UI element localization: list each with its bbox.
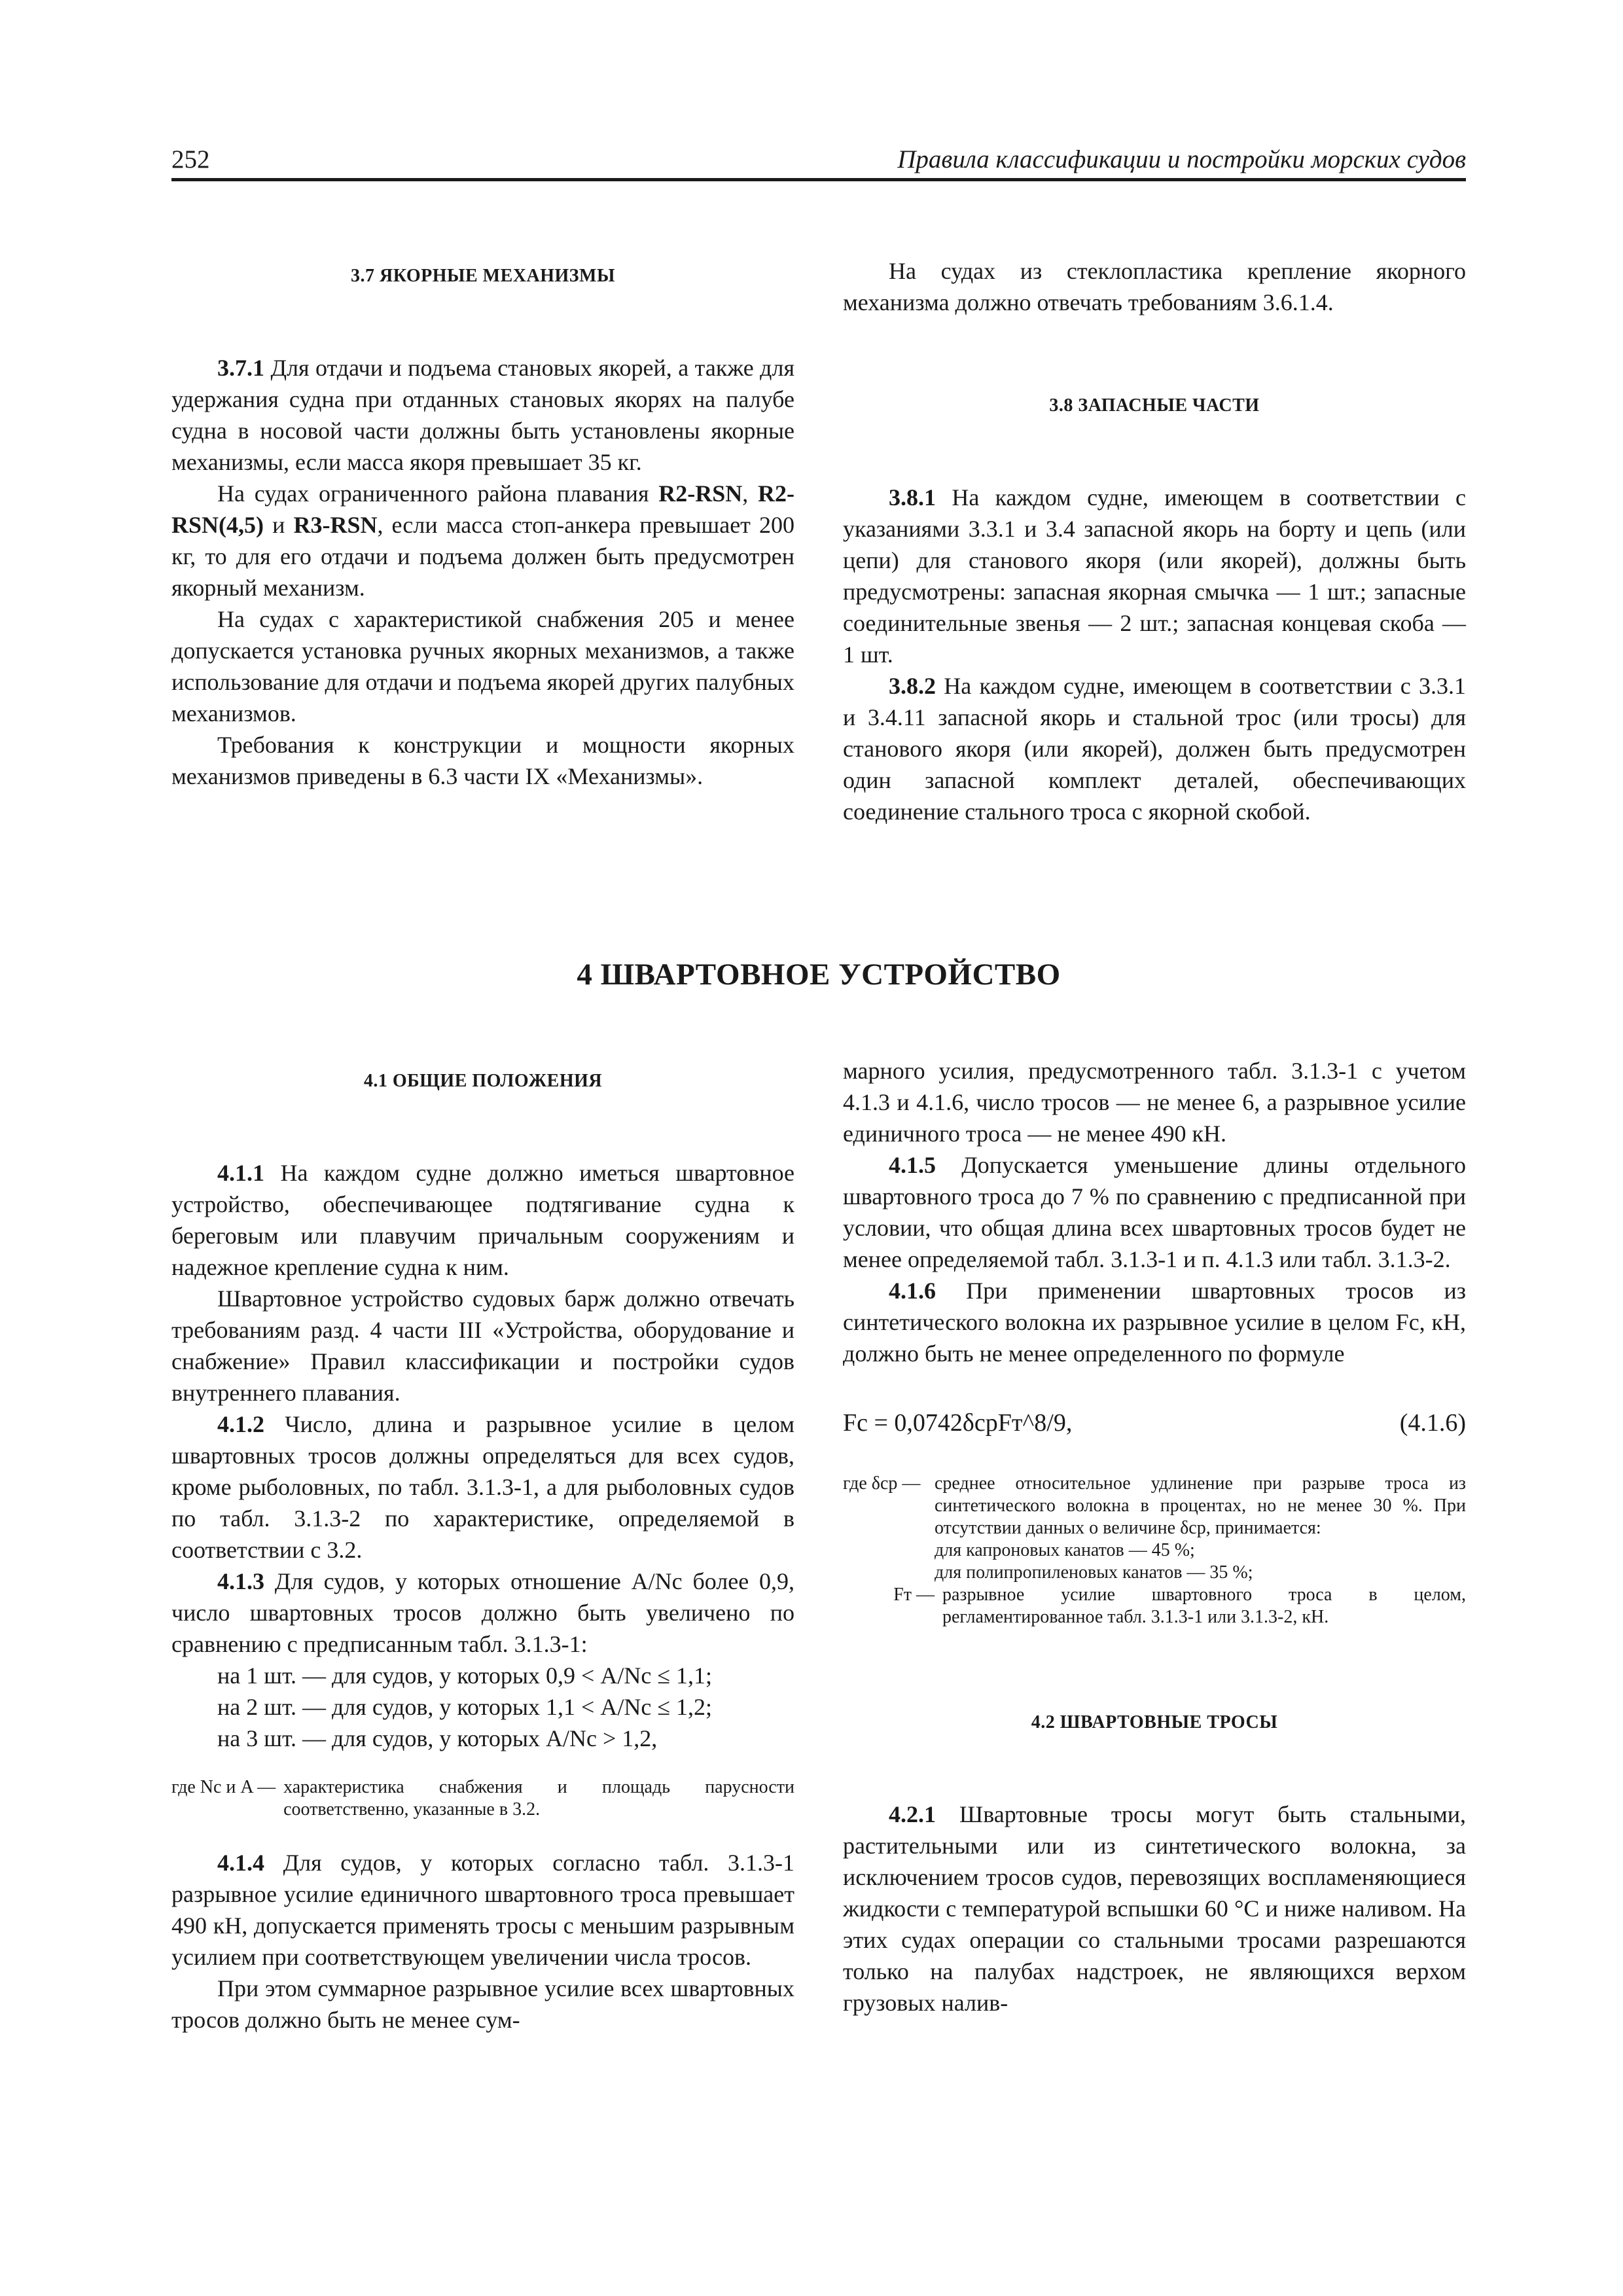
legend-text-ft: разрывное усилие швартовного троса в целом, регламентированное табл. 3.1.3-1 или 3.1.3-2, кН. bbox=[942, 1585, 1466, 1627]
paragraph-4-1-6 bbox=[843, 1275, 1466, 1369]
text-span: , если масса стоп-анкера превышает 200 кг, то для его отдачи и подъема должен быть предусмотрен якорный механизм. bbox=[171, 512, 795, 601]
clause-number: 4.1.1 bbox=[217, 1160, 264, 1186]
paragraph-4-1-4-b: При этом суммарное разрывное усилие всех швартовных тросов должно быть не менее сум- bbox=[171, 1975, 794, 2033]
paragraph-text: На каждом судне должно иметься швартовное устройство, обеспечивающее подтягивание судна к береговым или плавучим причальным сооружениям и надежное крепление судна к ним. bbox=[171, 1160, 794, 1280]
legend-text-delta bbox=[935, 1473, 1466, 1584]
note-label: где Nc и A — bbox=[171, 1777, 276, 1797]
clause-number: 3.8.2 bbox=[889, 673, 936, 699]
paragraph-4-1-4-cont: марного усилия, предусмотренного табл. 3.1.3-1 с учетом 4.1.3 и 4.1.6, число тросов — не менее 6, а разрывное усилие единичного троса — не менее 490 кН. bbox=[843, 1058, 1466, 1147]
legend-item-kapron: для капроновых канатов — 45 %; bbox=[935, 1540, 1195, 1560]
paragraph-3-7-1-c: На судах с характеристикой снабжения 205 и менее допускается установка ручных якорных механизмов, а также использование для отдачи и подъема якорей других палубных механизмов. bbox=[171, 606, 794, 726]
note-4-1-3 bbox=[171, 1776, 794, 1821]
section-title-4-2: 4.2 ШВАРТОВНЫЕ ТРОСЫ bbox=[1031, 1712, 1278, 1732]
column-4-2 bbox=[843, 1055, 1466, 2018]
note-text: характеристика снабжения и площадь парусности соответственно, указанные в 3.2. bbox=[283, 1777, 794, 1820]
paragraph-text: Для судов, у которых согласно табл. 3.1.3-1 разрывное усилие единичного швартовного троса превышает 490 кН, допускается применять тросы с меньшим разрывным усилием при соответствующем увеличении числа тросов. bbox=[171, 1850, 794, 1970]
paragraph-text: На каждом судне, имеющем в соответствии с 3.3.1 и 3.4.11 запасной якорь и стальной трос (или тросы) для станового якоря (или якорей), должен быть предусмотрен один запасной комплект деталей, обеспечивающих соединение стального троса с якорной скобой. bbox=[843, 673, 1466, 825]
paragraph-4-1-3 bbox=[171, 1566, 794, 1660]
section-title-3-7: 3.7 ЯКОРНЫЕ МЕХАНИЗМЫ bbox=[351, 266, 615, 286]
legend-label-ft: Fт — bbox=[893, 1585, 935, 1605]
condition-line-3: на 3 шт. — для судов, у которых A/Nc > 1,2, bbox=[217, 1725, 658, 1751]
paragraph-3-7-1-b bbox=[171, 478, 794, 603]
class-notation: R3-RSN bbox=[293, 512, 378, 538]
paragraph-4-1-1-b: Швартовное устройство судовых барж должно отвечать требованиям разд. 4 части III «Устройства, оборудование и снабжение» Правил классификации и постройки судов внутреннего плавания. bbox=[171, 1285, 794, 1406]
page-number: 252 bbox=[171, 145, 210, 173]
paragraph-text: При применении швартовных тросов из синтетического волокна их разрывное усилие в целом Fc, кН, должно быть не менее определенного по формуле bbox=[843, 1278, 1466, 1367]
legend-label-delta: где δср — bbox=[843, 1473, 921, 1494]
paragraph-text: Для отдачи и подъема становых якорей, а также для удержания судна при отданных становых якорях на палубе судна в носовой части должны быть установлены якорные механизмы, если масса якоря превышает 35 кг. bbox=[171, 355, 794, 475]
paragraph-3-7-1-e: На судах из стеклопластика крепление якорного механизма должно отвечать требованиям 3.6.1.4. bbox=[843, 258, 1466, 315]
clause-number: 4.1.4 bbox=[217, 1850, 264, 1876]
paragraph-text: Швартовные тросы могут быть стальными, растительными или из синтетического волокна, за исключением тросов судов, перевозящих воспламеняющиеся жидкости с температурой вспышки 60 °С и ниже наливом. На этих судах операции со стальными тросами разрешаются только на палубах надстроек, не являющихся верхом грузовых налив- bbox=[843, 1801, 1466, 2016]
formula-legend bbox=[843, 1473, 1466, 1628]
section-title-3-8: 3.8 ЗАПАСНЫЕ ЧАСТИ bbox=[1049, 395, 1260, 416]
text-span: , bbox=[742, 480, 758, 507]
formula-4-1-6 bbox=[843, 1407, 1466, 1439]
clause-number: 3.7.1 bbox=[217, 355, 264, 381]
section-title-4-1: 4.1 ОБЩИЕ ПОЛОЖЕНИЯ bbox=[363, 1071, 603, 1091]
paragraph-text: Допускается уменьшение длины отдельного швартовного троса до 7 % по сравнению с предписанной при условии, что общая длина всех швартовных тросов будет не менее определяемой табл. 3.1.3-1 и п. 4.1.3 или табл. 3.1.3-2. bbox=[843, 1152, 1466, 1272]
paragraph-text: Число, длина и разрывное усилие в целом швартовных тросов должны определяться для всех судов, кроме рыболовных, по табл. 3.1.3-1, а для рыболовных судов по табл. 3.1.3-2 по характеристике, определяемой в соответствии с 3.2. bbox=[171, 1411, 794, 1563]
paragraph-text: На каждом судне, имеющем в соответствии с указаниями 3.3.1 и 3.4 запасной якорь на борту и цепь (или цепи) для станового якоря (или якорей), должны быть предусмотрены: запасная якорная смычка — 1 шт.; запасные соединительные звенья — 2 шт.; запасная концевая скоба — 1 шт. bbox=[843, 484, 1466, 668]
page-header bbox=[171, 145, 1466, 179]
formula-expression: Fc = 0,0742δсрFт^8/9, bbox=[843, 1409, 1073, 1437]
clause-number: 3.8.1 bbox=[889, 484, 936, 511]
clause-number: 4.1.2 bbox=[217, 1411, 264, 1437]
paragraph-4-1-5 bbox=[843, 1149, 1466, 1275]
paragraph-3-8-2 bbox=[843, 670, 1466, 827]
clause-number: 4.2.1 bbox=[889, 1801, 936, 1827]
paragraph-text: Для судов, у которых отношение A/Nc более 0,9, число швартовных тросов должно быть увеличено по сравнению с предписанным табл. 3.1.3-1: bbox=[171, 1568, 794, 1657]
condition-line-1: на 1 шт. — для судов, у которых 0,9 < A/Nc ≤ 1,1; bbox=[217, 1662, 713, 1689]
formula-number: (4.1.6) bbox=[1399, 1409, 1466, 1437]
paragraph-3-7-1 bbox=[171, 352, 794, 478]
chapter-title: 4 ШВАРТОВНОЕ УСТРОЙСТВО bbox=[577, 958, 1061, 992]
clause-number: 4.1.3 bbox=[217, 1568, 264, 1594]
column-4-1 bbox=[171, 1066, 794, 2036]
paragraph-4-1-1 bbox=[171, 1157, 794, 1283]
clause-number: 4.1.6 bbox=[889, 1278, 936, 1304]
text-span: На судах ограниченного района плавания bbox=[217, 480, 659, 507]
paragraph-4-1-4 bbox=[171, 1847, 794, 1973]
class-notation: R2-RSN(4,5) bbox=[171, 480, 795, 538]
paragraph-4-2-1 bbox=[843, 1799, 1466, 2018]
running-title: Правила классификации и постройки морских судов bbox=[897, 145, 1466, 173]
legend-item-polypropylene: для полипропиленовых канатов — 35 %; bbox=[935, 1562, 1253, 1583]
column-3-7 bbox=[171, 260, 794, 792]
legend-text: среднее относительное удлинение при разрыве троса из синтетического волокна в процентах, но не менее 30 %. При отсутствии данных о величине δср, принимается: bbox=[935, 1473, 1466, 1538]
class-notation: R2-RSN bbox=[658, 480, 743, 507]
text-span: и bbox=[264, 512, 294, 538]
paragraph-3-8-1 bbox=[843, 482, 1466, 670]
column-3-8 bbox=[843, 255, 1466, 827]
condition-line-2: на 2 шт. — для судов, у которых 1,1 < A/Nc ≤ 1,2; bbox=[217, 1694, 713, 1720]
clause-number: 4.1.5 bbox=[889, 1152, 936, 1178]
paragraph-4-1-2 bbox=[171, 1408, 794, 1566]
paragraph-3-7-1-d: Требования к конструкции и мощности якорных механизмов приведены в 6.3 части IX «Механизмы». bbox=[171, 732, 794, 789]
header-rule bbox=[171, 178, 1466, 181]
